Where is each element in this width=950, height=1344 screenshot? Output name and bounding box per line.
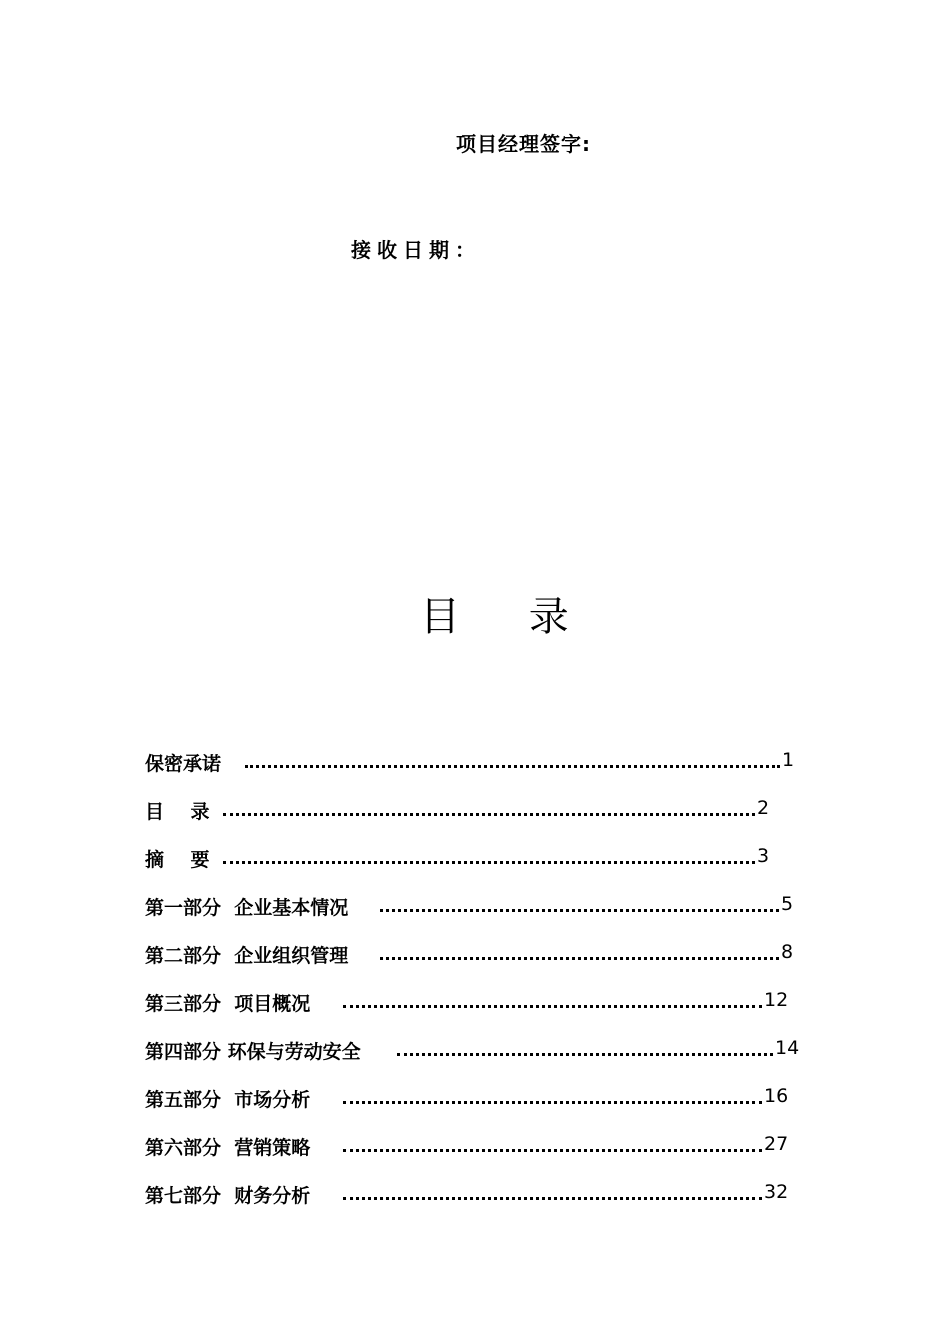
toc-entry[interactable] xyxy=(145,840,825,888)
toc-entry-label: 第七部分 财务分析 xyxy=(145,1185,311,1207)
toc-entry-page: 8 xyxy=(781,941,794,963)
toc-entry-page: 3 xyxy=(757,845,770,867)
toc-leader-dots xyxy=(343,986,762,1008)
toc-leader-dots xyxy=(245,746,780,768)
toc-entry[interactable] xyxy=(145,888,825,936)
toc-entry[interactable] xyxy=(145,1128,825,1176)
toc-leader-dots xyxy=(380,938,779,960)
toc-entry-page: 16 xyxy=(764,1085,789,1107)
toc-leader-dots xyxy=(223,842,755,864)
toc-entry-page: 32 xyxy=(764,1181,789,1203)
toc-entry-page: 14 xyxy=(775,1037,800,1059)
toc-entry-label: 摘 要 xyxy=(145,849,210,871)
toc-entry[interactable] xyxy=(145,984,825,1032)
toc-leader-dots xyxy=(223,794,755,816)
project-manager-signature-label: 项目经理签字: xyxy=(456,132,591,156)
toc-entry-label: 第五部分 市场分析 xyxy=(145,1089,311,1111)
toc-entry-label: 第二部分 企业组织管理 xyxy=(145,945,349,967)
toc-entry[interactable] xyxy=(145,1176,825,1224)
toc-entry-label: 保密承诺 xyxy=(145,753,222,775)
toc-title: 目 录 xyxy=(420,594,597,640)
toc-entry[interactable] xyxy=(145,1032,825,1080)
toc-entry-label: 第六部分 营销策略 xyxy=(145,1137,311,1159)
toc-leader-dots xyxy=(343,1178,762,1200)
toc-entry-page: 1 xyxy=(782,749,795,771)
toc-entry-page: 2 xyxy=(757,797,770,819)
toc-entry-page: 5 xyxy=(781,893,794,915)
toc-entry[interactable] xyxy=(145,1080,825,1128)
toc-entry-label: 目 录 xyxy=(145,801,210,823)
toc-entry-label: 第三部分 项目概况 xyxy=(145,993,311,1015)
table-of-contents xyxy=(145,744,825,1224)
toc-leader-dots xyxy=(343,1082,762,1104)
toc-entry-page: 27 xyxy=(764,1133,789,1155)
toc-entry-label: 第一部分 企业基本情况 xyxy=(145,897,349,919)
toc-leader-dots xyxy=(397,1034,773,1056)
toc-entry[interactable] xyxy=(145,792,825,840)
toc-entry-page: 12 xyxy=(764,989,789,1011)
toc-entry[interactable] xyxy=(145,744,825,792)
toc-entry-label: 第四部分 环保与劳动安全 xyxy=(145,1041,361,1063)
receive-date-label: 接收日期： xyxy=(351,238,481,262)
toc-leader-dots xyxy=(380,890,779,912)
toc-leader-dots xyxy=(343,1130,762,1152)
toc-entry[interactable] xyxy=(145,936,825,984)
